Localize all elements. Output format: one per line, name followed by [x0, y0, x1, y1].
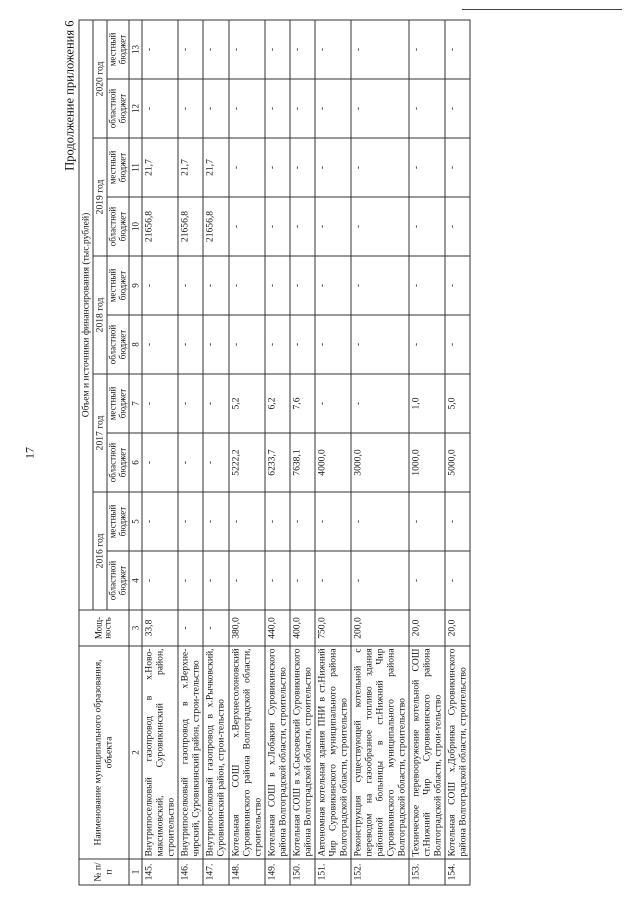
funding-value: -: [264, 315, 289, 374]
funding-value: 21656,8: [142, 197, 178, 256]
funding-value: -: [203, 551, 228, 610]
header-regional: областной бюджет: [107, 551, 129, 610]
row-number: 154.: [445, 859, 470, 885]
object-name: Внутрипоселковый газопровод в х.Верхне-чирский, Суровикинский район, строи-тельство: [178, 646, 203, 859]
page-number: 17: [22, 446, 36, 459]
funding-value: -: [408, 79, 444, 138]
row-number: 153.: [408, 859, 444, 885]
column-number: 12: [128, 79, 141, 138]
funding-value: -: [350, 256, 408, 315]
funding-value: -: [264, 492, 289, 551]
header-local: местный бюджет: [107, 492, 129, 551]
funding-value: -: [289, 315, 314, 374]
funding-value: -: [203, 492, 228, 551]
funding-value: -: [445, 492, 470, 551]
funding-value: -: [350, 79, 408, 138]
funding-value: -: [289, 197, 314, 256]
funding-value: -: [228, 19, 264, 78]
funding-value: -: [142, 315, 178, 374]
funding-value: -: [203, 374, 228, 433]
funding-value: -: [264, 79, 289, 138]
header-local: местный бюджет: [107, 19, 129, 78]
funding-value: -: [142, 79, 178, 138]
funding-value: -: [178, 374, 203, 433]
funding-value: -: [142, 374, 178, 433]
funding-value: -: [264, 138, 289, 197]
header-funding: Объем и источники финансирования (тыс.рублей): [79, 19, 93, 609]
funding-value: 4000,0: [314, 433, 350, 492]
funding-value: -: [445, 256, 470, 315]
table-row: [314, 19, 350, 884]
funding-value: 5000,0: [445, 433, 470, 492]
object-name: Автономная котельная здания ПНИ в ст.Нижний Чир Суровикинского муниципального района Волгоградской области, строительство: [314, 646, 350, 859]
funding-value: -: [203, 433, 228, 492]
funding-value: -: [445, 138, 470, 197]
funding-value: -: [142, 492, 178, 551]
funding-value: -: [289, 551, 314, 610]
funding-value: -: [445, 551, 470, 610]
object-power: -: [178, 610, 203, 646]
funding-value: -: [445, 19, 470, 78]
funding-value: -: [178, 79, 203, 138]
funding-value: -: [314, 79, 350, 138]
funding-value: 21,7: [142, 138, 178, 197]
funding-value: -: [264, 197, 289, 256]
object-name: Котельная СОШ х.Добринка Суровикинского района Волгоградской области, строительство: [445, 646, 470, 859]
table-row: [350, 19, 408, 884]
object-power: 750,0: [314, 610, 350, 646]
row-number: 151.: [314, 859, 350, 885]
continuation-label: Продолжение приложения 6: [62, 20, 76, 171]
funding-value: -: [264, 19, 289, 78]
funding-value: 7,6: [289, 374, 314, 433]
row-number: 150.: [289, 859, 314, 885]
funding-value: -: [178, 551, 203, 610]
column-number: 13: [128, 19, 141, 78]
table-body: [142, 19, 470, 884]
funding-value: -: [228, 79, 264, 138]
funding-value: 21,7: [203, 138, 228, 197]
funding-value: -: [203, 79, 228, 138]
funding-value: -: [142, 433, 178, 492]
funding-value: -: [178, 492, 203, 551]
header-local: местный бюджет: [107, 256, 129, 315]
object-name: Котельная СОШ х.Верхнесолоновский Суровикинского района Волгоградской области, строительство: [228, 646, 264, 859]
funding-value: -: [408, 256, 444, 315]
column-number: 5: [128, 492, 141, 551]
funding-value: -: [178, 315, 203, 374]
funding-value: -: [264, 256, 289, 315]
column-number: 9: [128, 256, 141, 315]
row-number: 147.: [203, 859, 228, 885]
funding-value: -: [289, 138, 314, 197]
funding-value: -: [350, 19, 408, 78]
header-name: Наименование муниципального образования, объекта: [79, 646, 129, 859]
funding-value: -: [408, 197, 444, 256]
row-number: 149.: [264, 859, 289, 885]
funding-value: 5222,2: [228, 433, 264, 492]
object-name: Внутрипоселковый газопровод в х.Рычковский, Суровикинский район, строи-тельство: [203, 646, 228, 859]
object-name: Техническое перевооружение котельной СОШ ст.Нижний Чир Суровикинского района Волгоградской области, строи-тельство: [408, 646, 444, 859]
funding-value: -: [350, 492, 408, 551]
table-row: [228, 19, 264, 884]
header-year-2016: 2016 год: [93, 492, 107, 610]
header-regional: областной бюджет: [107, 433, 129, 492]
funding-value: -: [289, 79, 314, 138]
column-number: 6: [128, 433, 141, 492]
funding-value: -: [350, 315, 408, 374]
header-year-2019: 2019 год: [93, 138, 107, 256]
object-power: 20,0: [445, 610, 470, 646]
funding-value: -: [445, 197, 470, 256]
header-no: № п/п: [79, 859, 129, 885]
funding-value: -: [289, 19, 314, 78]
header-year-2020: 2020 год: [93, 19, 107, 137]
header-local: местный бюджет: [107, 374, 129, 433]
object-name: Реконструкция существующей котельной с переводом на газообразное топливо здания районной больницы в ст.Нижний Чир Суровикинского муниципального района Волгоградской области, строительство: [350, 646, 408, 859]
funding-value: 1000,0: [408, 433, 444, 492]
funding-value: 6233,7: [264, 433, 289, 492]
funding-value: -: [314, 315, 350, 374]
funding-value: -: [203, 19, 228, 78]
table-row: [142, 19, 178, 884]
table-row: [408, 19, 444, 884]
object-power: 33,8: [142, 610, 178, 646]
table-row: [178, 19, 203, 884]
row-number: 146.: [178, 859, 203, 885]
object-power: 440,0: [264, 610, 289, 646]
column-number: 2: [128, 646, 141, 859]
rotated-content: [20, 10, 620, 895]
funding-value: -: [228, 197, 264, 256]
funding-value: -: [350, 551, 408, 610]
funding-value: -: [408, 138, 444, 197]
header-local: местный бюджет: [107, 138, 129, 197]
funding-value: -: [228, 551, 264, 610]
funding-value: -: [314, 551, 350, 610]
funding-value: 6,2: [264, 374, 289, 433]
funding-value: 21656,8: [203, 197, 228, 256]
funding-value: -: [142, 19, 178, 78]
funding-value: -: [289, 492, 314, 551]
funding-value: 5,2: [228, 374, 264, 433]
funding-value: -: [408, 492, 444, 551]
header-power: Мощ- ность: [79, 610, 129, 646]
funding-value: -: [178, 256, 203, 315]
funding-value: -: [178, 19, 203, 78]
table-row: [289, 19, 314, 884]
funding-value: -: [203, 315, 228, 374]
funding-value: -: [314, 197, 350, 256]
column-number: 3: [128, 610, 141, 646]
funding-value: -: [314, 374, 350, 433]
row-number: 148.: [228, 859, 264, 885]
column-number-row: [128, 19, 141, 884]
funding-value: -: [203, 256, 228, 315]
funding-value: -: [289, 256, 314, 315]
table-row: [203, 19, 228, 884]
funding-value: -: [314, 256, 350, 315]
funding-value: -: [314, 138, 350, 197]
object-power: 20,0: [408, 610, 444, 646]
row-number: 145.: [142, 859, 178, 885]
table-row: [445, 19, 470, 884]
funding-value: -: [314, 19, 350, 78]
object-power: 380,0: [228, 610, 264, 646]
funding-value: -: [142, 551, 178, 610]
header-year-2017: 2017 год: [93, 374, 107, 492]
funding-value: -: [178, 433, 203, 492]
column-number: 4: [128, 551, 141, 610]
table-row: [264, 19, 289, 884]
funding-value: -: [314, 492, 350, 551]
object-name: Внутрипоселковый газопровод в х.Ново-максимовский, Суровикинский район, строительство: [142, 646, 178, 859]
funding-table: [78, 19, 470, 885]
funding-value: -: [445, 315, 470, 374]
column-number: 11: [128, 138, 141, 197]
header-regional: областной бюджет: [107, 315, 129, 374]
funding-value: -: [350, 138, 408, 197]
header-year-2018: 2018 год: [93, 256, 107, 374]
funding-value: -: [408, 551, 444, 610]
object-power: 400,0: [289, 610, 314, 646]
column-number: 8: [128, 315, 141, 374]
column-number: 1: [128, 859, 141, 885]
column-number: 7: [128, 374, 141, 433]
header-regional: областной бюджет: [107, 197, 129, 256]
funding-value: -: [228, 492, 264, 551]
funding-value: -: [408, 315, 444, 374]
funding-value: 21656,8: [178, 197, 203, 256]
object-name: Котельная СОШ в х.Сысоевский Суровикинского района Волгоградской области, строительство: [289, 646, 314, 859]
funding-value: -: [142, 256, 178, 315]
funding-value: 7638,1: [289, 433, 314, 492]
funding-value: -: [264, 551, 289, 610]
funding-value: 21,7: [178, 138, 203, 197]
funding-value: 5,0: [445, 374, 470, 433]
funding-value: 1,0: [408, 374, 444, 433]
funding-value: -: [228, 138, 264, 197]
object-name: Котельная СОШ в х.Лобакин Суровикинского района Волгоградской области, строительство: [264, 646, 289, 859]
header-regional: областной бюджет: [107, 79, 129, 138]
funding-value: -: [350, 374, 408, 433]
column-number: 10: [128, 197, 141, 256]
row-number: 152.: [350, 859, 408, 885]
object-power: 200,0: [350, 610, 408, 646]
funding-value: -: [350, 197, 408, 256]
funding-value: -: [408, 19, 444, 78]
funding-value: 3000,0: [350, 433, 408, 492]
funding-value: -: [228, 256, 264, 315]
object-power: -: [203, 610, 228, 646]
funding-value: -: [445, 79, 470, 138]
funding-value: -: [228, 315, 264, 374]
